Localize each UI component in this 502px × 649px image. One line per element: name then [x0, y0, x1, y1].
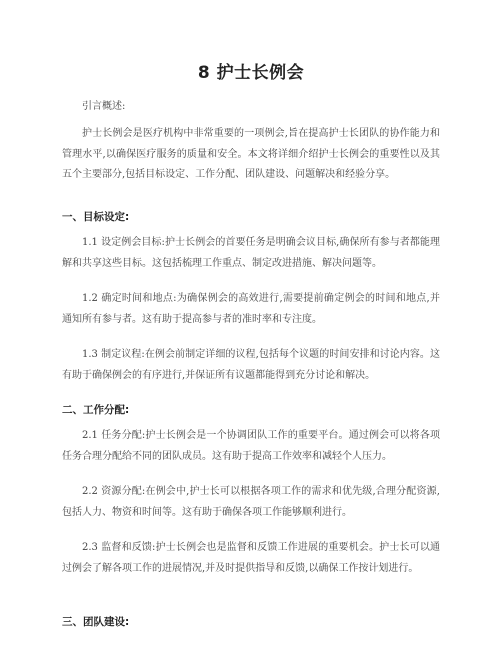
section-2-para-2-block — [62, 482, 440, 523]
intro-label-block — [62, 97, 440, 118]
section-2-paragraph-3: 2.3 监督和反馈:护士长例会也是监督和反馈工作进展的重要机会。护士长可以通过例会了解各项工作的进展情况,并及时提供指导和反馈,以确保工作按计划进行。 — [62, 542, 440, 574]
section-1-paragraph-1: 1.1 设定例会目标:护士长例会的首要任务是明确会议目标,确保所有参与者都能理解和共享这些目标。这包括梳理工作重点、制定改进措施、解决问题等。 — [62, 237, 440, 269]
section-heading-2: 二、工作分配: — [62, 404, 130, 416]
intro-label: 引言概述: — [82, 101, 126, 112]
section-heading-1: 一、目标设定: — [62, 211, 130, 223]
intro-paragraph: 护士长例会是医疗机构中非常重要的一项例会,旨在提高护士长团队的协作能力和管理水平,以确保医疗服务的质量和安全。本文将详细介绍护士长例会的重要性以及其五个主要部分,包括目标设定、工作分配、团队建设、问题解决和经验分享。 — [62, 128, 440, 180]
intro-paragraph-block — [62, 124, 440, 186]
section-2-para-1-block — [62, 426, 440, 467]
section-2-paragraph-1: 2.1 任务分配:护士长例会是一个协调团队工作的重要平台。通过例会可以将各项任务合理分配给不同的团队成员。这有助于提高工作效率和减轻个人压力。 — [62, 430, 440, 462]
section-1-para-1-block — [62, 233, 440, 274]
section-heading-3: 三、团队建设: — [62, 616, 130, 628]
section-1-para-3-block — [62, 345, 440, 386]
document-title: 8 护士长例会 — [197, 63, 305, 83]
section-2-para-3-block — [62, 538, 440, 579]
section-2-paragraph-2: 2.2 资源分配:在例会中,护士长可以根据各项工作的需求和优先级,合理分配资源,包括人力、物资和时间等。这有助于确保各项工作能够顺利进行。 — [62, 486, 440, 518]
section-1-para-2-block — [62, 289, 440, 330]
section-1-paragraph-3: 1.3 制定议程:在例会前制定详细的议程,包括每个议题的时间安排和讨论内容。这有助于确保例会的有序进行,并保证所有议题都能得到充分讨论和解决。 — [62, 349, 440, 381]
section-1-paragraph-2: 1.2 确定时间和地点:为确保例会的高效进行,需要提前确定例会的时间和地点,并通知所有参与者。这有助于提高参与者的准时率和专注度。 — [62, 293, 440, 325]
